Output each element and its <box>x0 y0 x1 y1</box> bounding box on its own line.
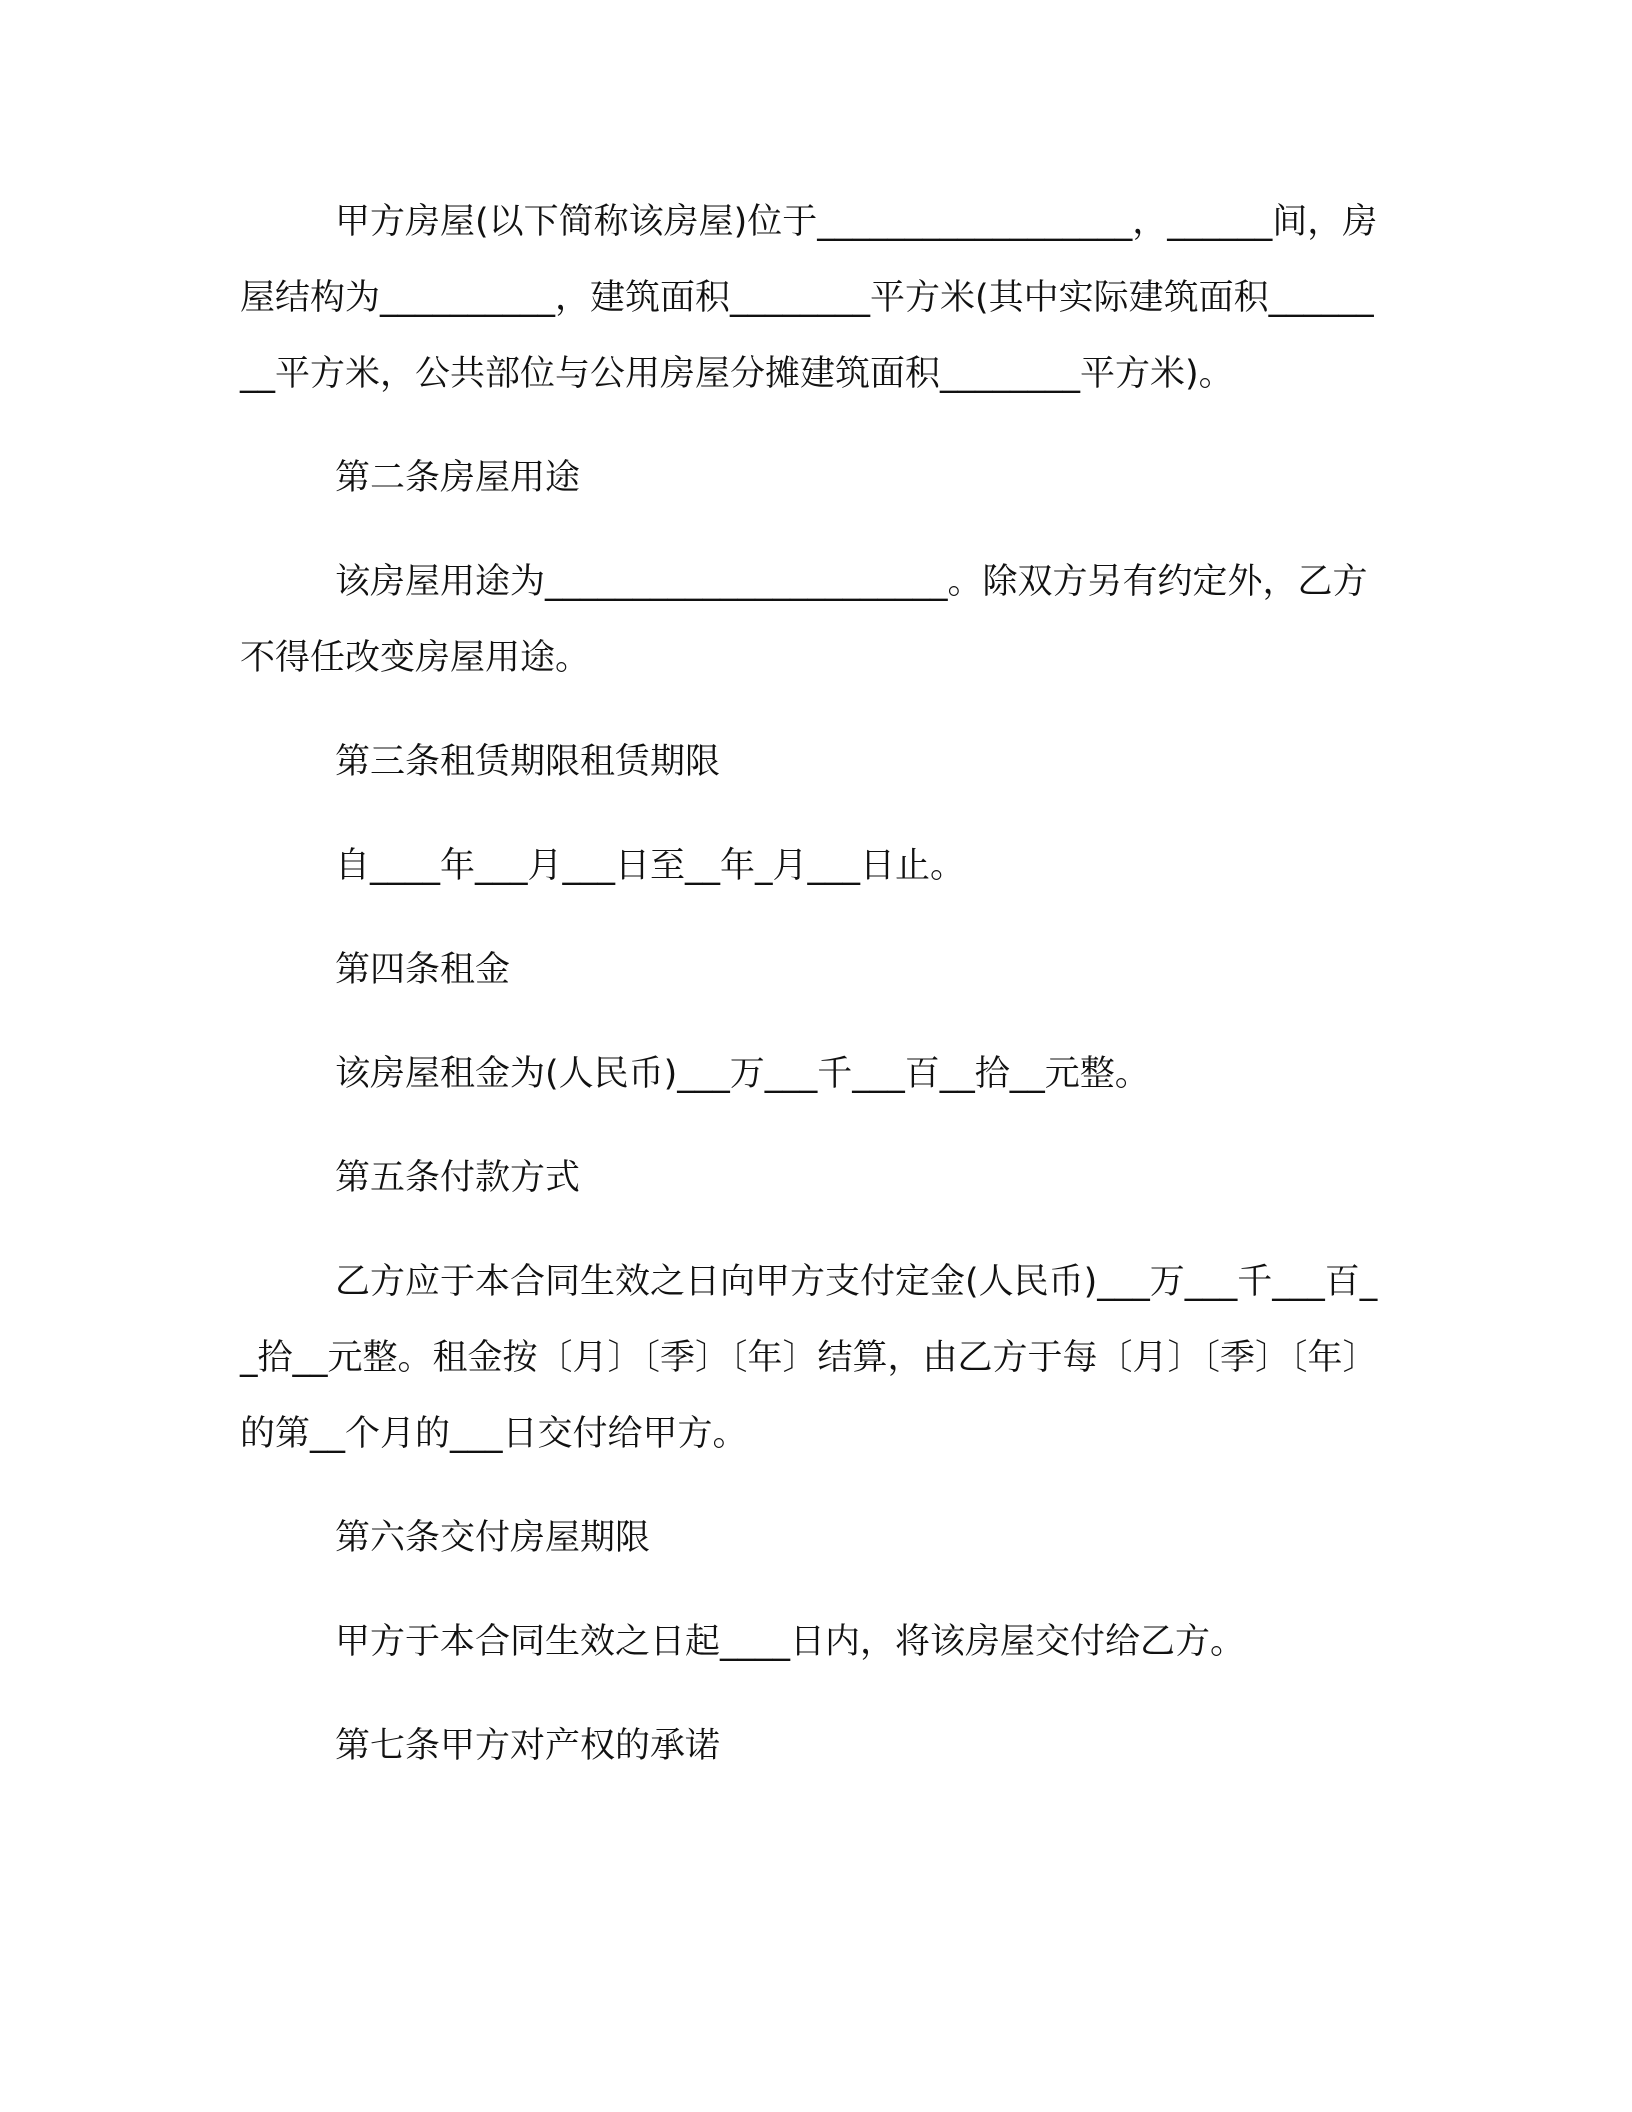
rent-paragraph: 该房屋租金为(人民币)___万___千___百__拾__元整。 <box>335 1054 1150 1094</box>
article-5-heading: 第五条付款方式 <box>335 1158 581 1198</box>
usage-paragraph: 该房屋用途为_______________________。除双方另有约定外，乙方不得任改变房屋用途。 <box>240 562 1368 678</box>
delivery-paragraph: 甲方于本合同生效之日起____日内，将该房屋交付给乙方。 <box>335 1622 1246 1662</box>
payment-paragraph: 乙方应于本合同生效之日向甲方支付定金(人民币)___万___千___百__拾__元整。租金按〔月〕〔季〕〔年〕结算，由乙方于每〔月〕〔季〕〔年〕的第__个月的___日交付给甲方。 <box>240 1262 1378 1454</box>
article-3-heading: 第三条租赁期限租赁期限 <box>335 742 721 782</box>
article-7-heading: 第七条甲方对产权的承诺 <box>335 1726 721 1766</box>
contract-text <box>240 184 1390 1784</box>
article-4-heading: 第四条租金 <box>335 950 511 990</box>
article-2-heading: 第二条房屋用途 <box>335 458 581 498</box>
property-location-paragraph: 甲方房屋(以下简称该房屋)位于__________________，______间，房屋结构为__________，建筑面积________平方米(其中实际建筑面积________平方米，公共部位与公用房屋分摊建筑面积________平方米)。 <box>240 202 1378 394</box>
article-6-heading: 第六条交付房屋期限 <box>335 1518 651 1558</box>
term-paragraph: 自____年___月___日至__年_月___日止。 <box>335 846 966 886</box>
